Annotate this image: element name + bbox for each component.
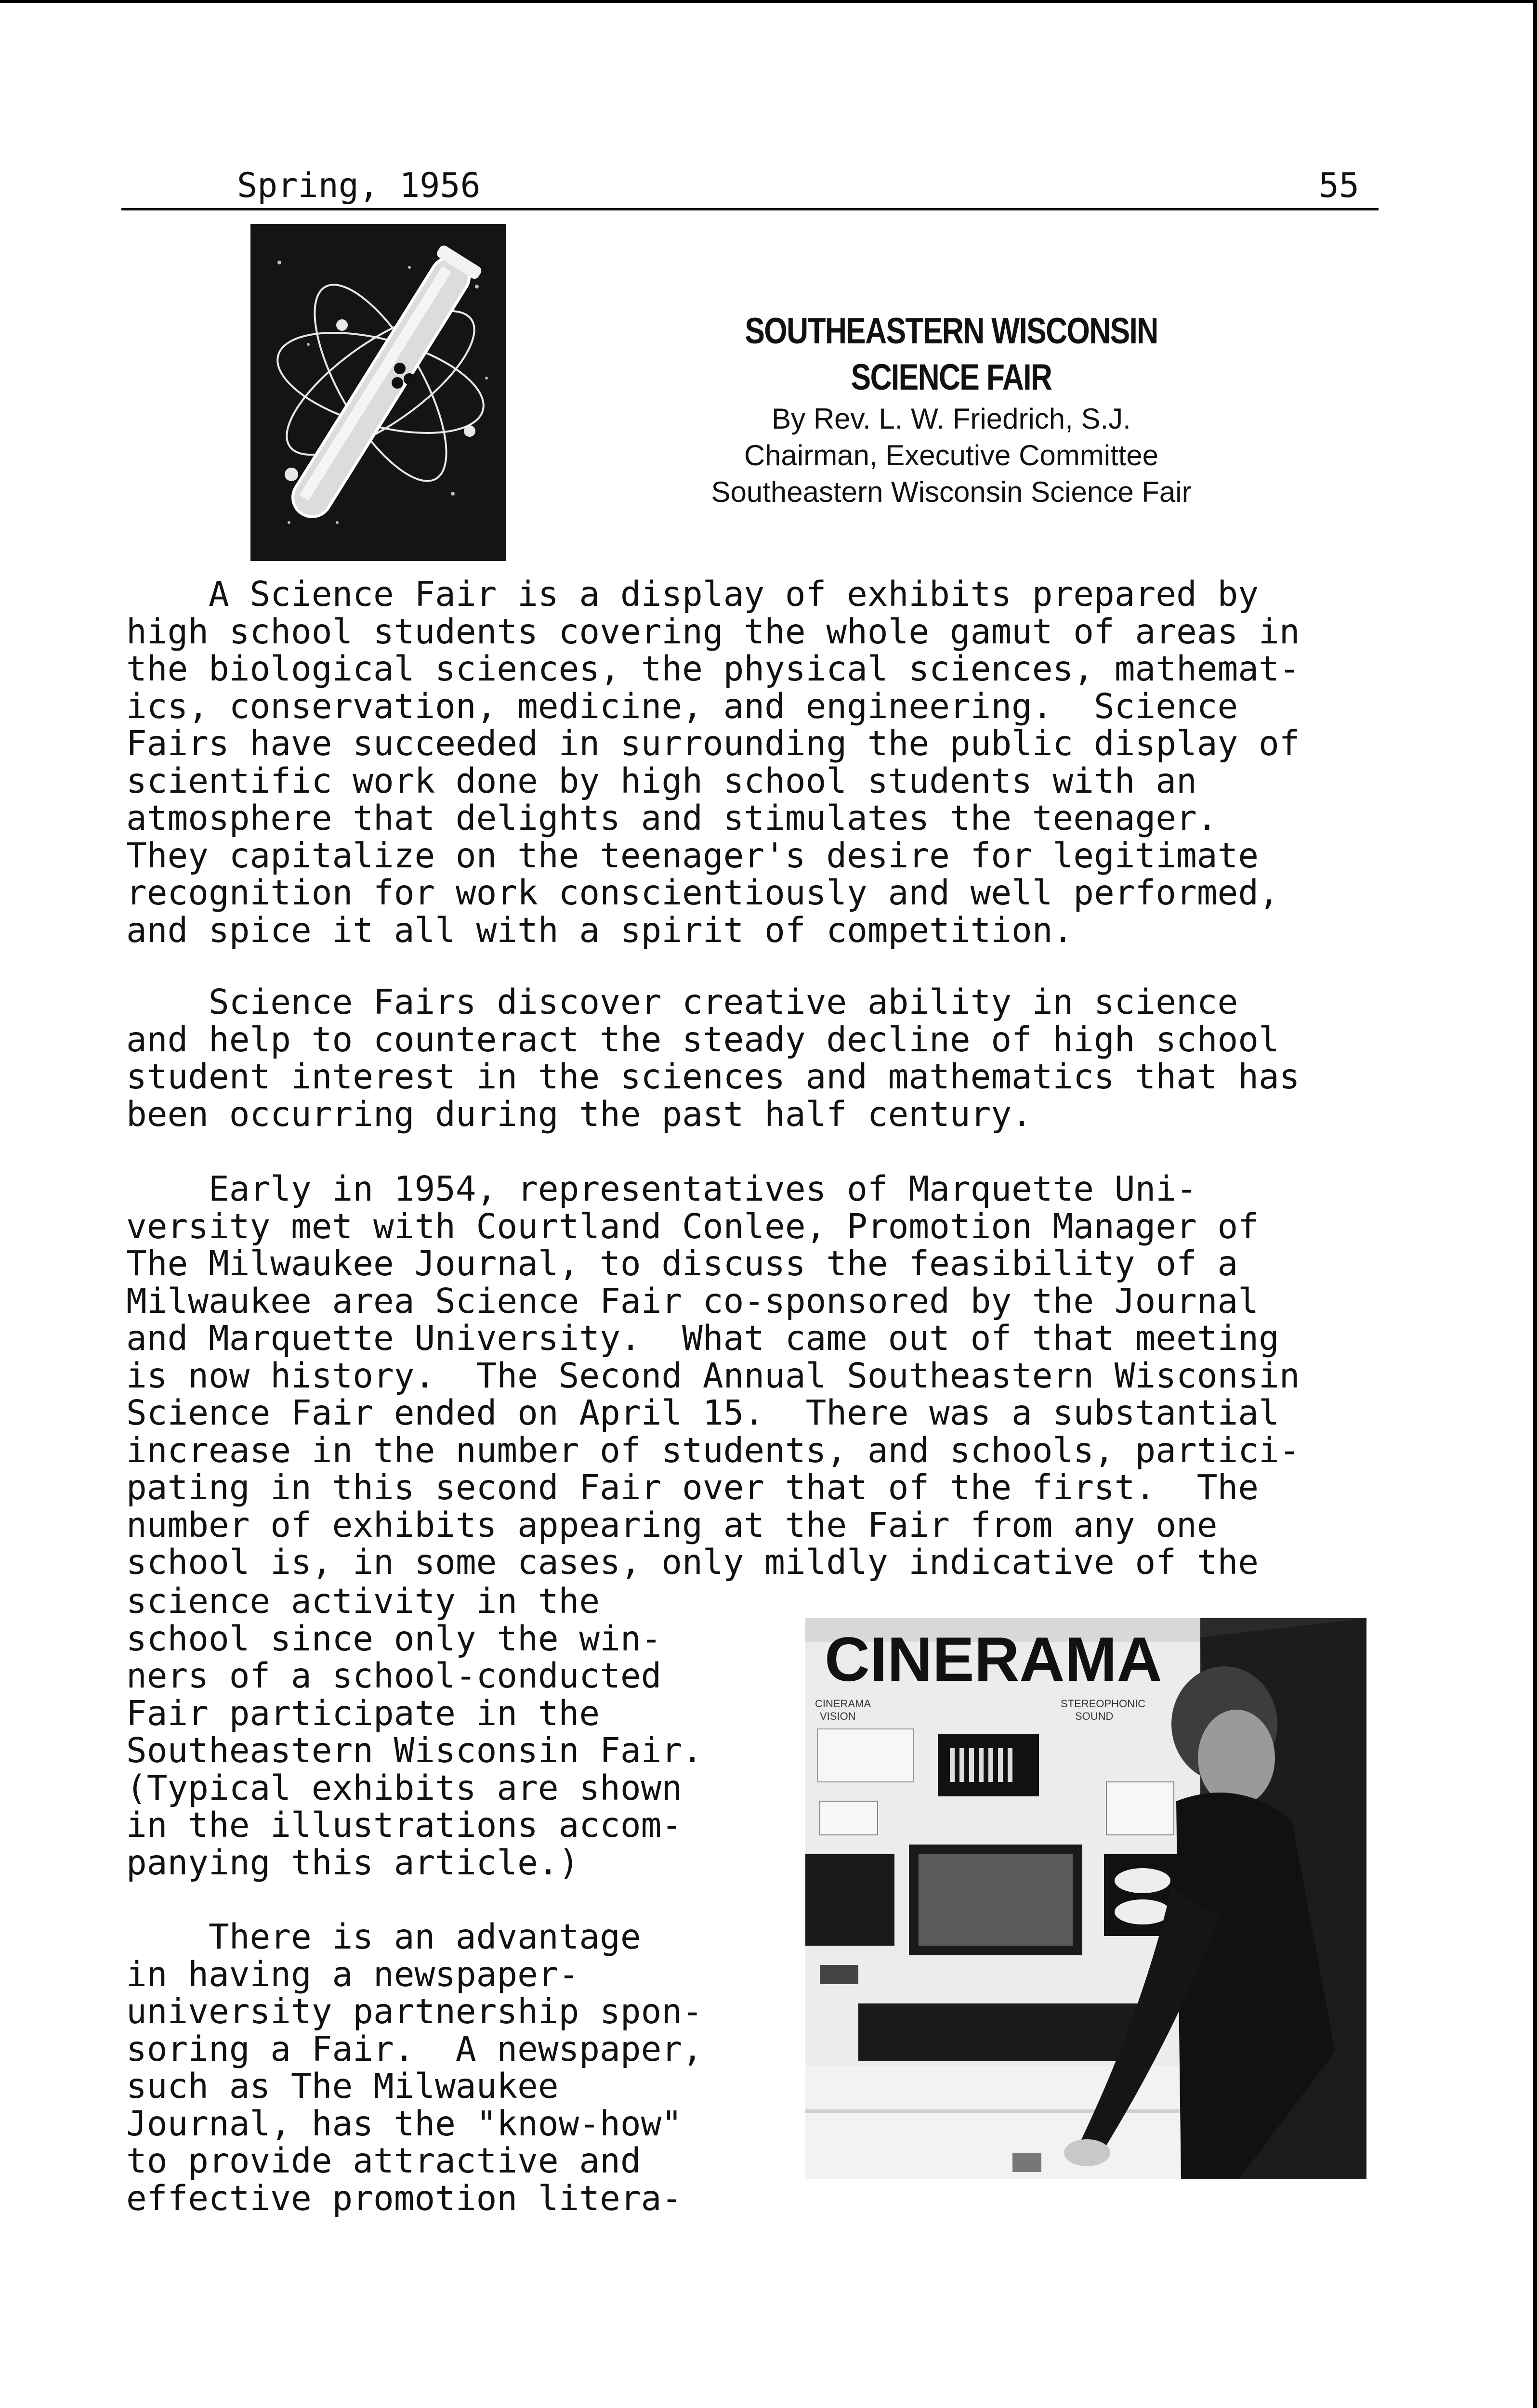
byline-role: Chairman, Executive Committee (744, 439, 1159, 471)
byline-organization: Southeastern Wisconsin Science Fair (711, 476, 1192, 508)
paragraph-4: There is an advantage in having a newspaper- university partnership spon- soring a Fair. A newspaper, such as The Milwaukee Journal, has the "know-how" to provide attractive and effective promotion litera- (126, 1917, 703, 2218)
photo-label-right: STEREOPHONIC SOUND (1061, 1698, 1146, 1722)
issue-date: Spring, 1956 (237, 166, 481, 205)
header-rule (121, 208, 1379, 210)
test-tube-atom-illustration (250, 224, 506, 561)
byline-author: By Rev. L. W. Friedrich, S.J. (772, 403, 1131, 435)
article-title: SOUTHEASTERN WISCONSIN SCIENCE FAIR (745, 311, 1158, 398)
article-title-block (626, 308, 1276, 510)
page-number: 55 (1318, 166, 1359, 205)
page-border-right (1533, 0, 1537, 2408)
paragraph-3-continued: science activity in the school since only the win- ners of a school-conducted Fair participate in the Southeastern Wisconsin Fair. (Typical exhibits are shown in the illustrations accom- panying this article.) (126, 1581, 703, 1883)
cinerama-exhibit-photo (805, 1618, 1366, 2179)
photo-sign-title: CINERAMA (825, 1624, 1162, 1694)
paragraph-2: Science Fairs discover creative ability in science and help to counteract the steady decline of high school student interest in the sciences and mathematics that has been occurring during the past half century. (126, 982, 1300, 1134)
paragraph-3: Early in 1954, representatives of Marquette Uni- versity met with Courtland Conlee, Promotion Manager of The Milwaukee Journal, to discuss the feasibility of a Milwaukee area Science Fair co-sponsored by the Journal and Marquette University. What came out of that meeting is now history. The Second Annual Southeastern Wisconsin Science Fair ended on April 15. There was a substantial increase in the number of students, and schools, partici- pating in this second Fair over that of the first. The number of exhibits appearing at the Fair from any one school is, in some cases, only mildly indicative of the (126, 1169, 1300, 1582)
paragraph-1: A Science Fair is a display of exhibits prepared by high school students covering the whole gamut of areas in the biological sciences, the physical sciences, mathemat- ics, conservation, medicine, and engineering. Science Fairs have succeeded in surrounding the public display of scientific work done by high school students with an atmosphere that delights and stimulates the teenager. They capitalize on the teenager's desire for legitimate recognition for work conscientiously and well performed, and spice it all with a spirit of competition. (126, 574, 1300, 950)
photo-label-left: CINERAMA VISION (815, 1698, 871, 1722)
page-border-top (0, 0, 1537, 3)
running-header (121, 164, 1379, 207)
